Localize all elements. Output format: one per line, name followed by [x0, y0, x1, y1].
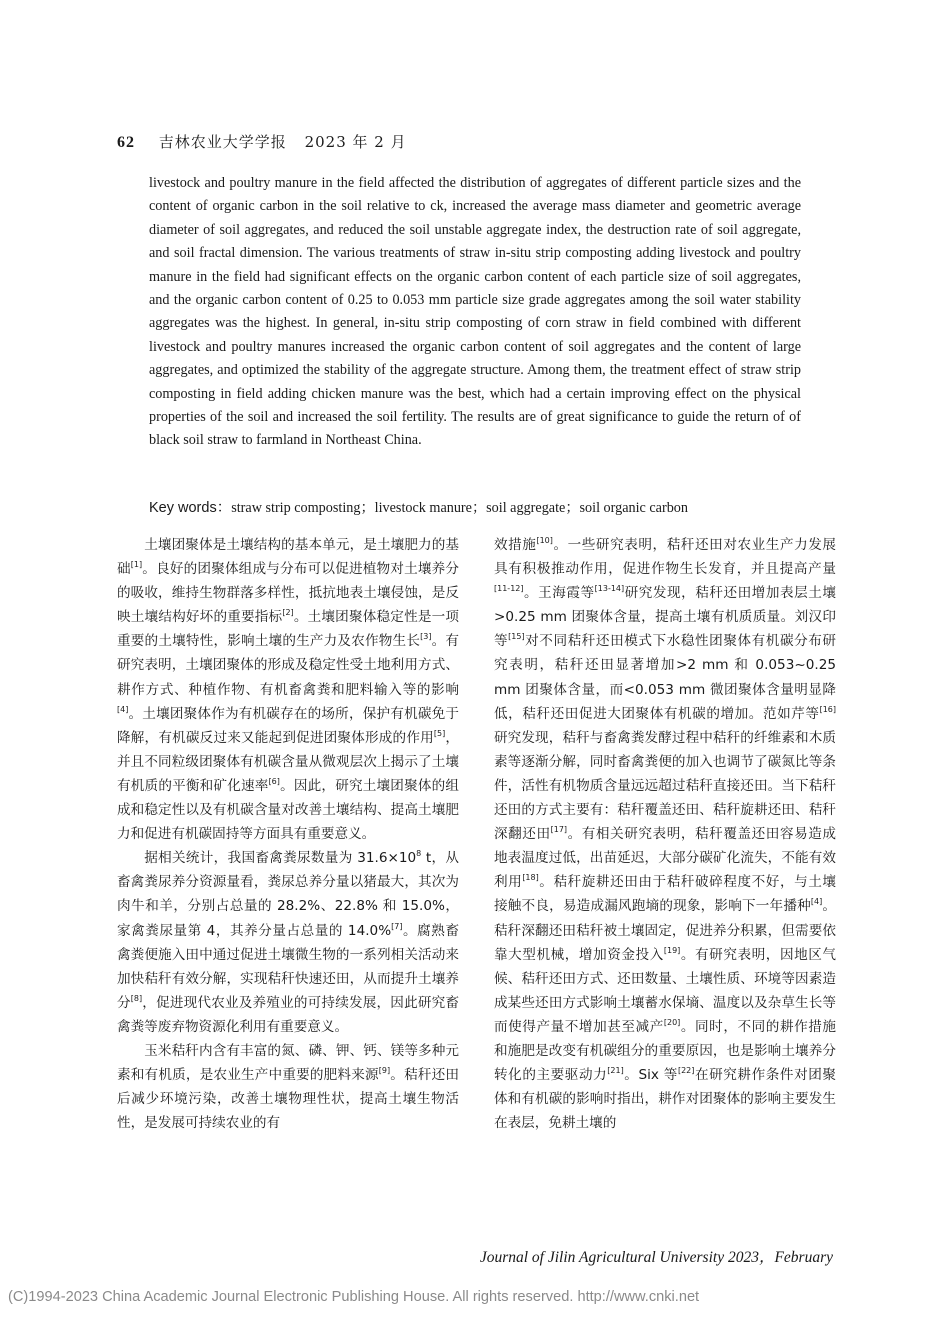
text-run: 玉米秸秆内含有丰富的氮、磷、钾、钙、镁等多种元素和有机质，是农业生产中重要的肥料来源: [117, 1042, 459, 1084]
text-run: 。因此，研究土壤团聚体的组成和稳定性以及有机碳含量对改善土壤结构、提高土壤肥力和促进有机碳固持等方面具有重要意义。: [117, 777, 460, 843]
text-run: 。有研究表明，因地区气候、秸秆还田方式、还田数量、土壤性质、环境等因素造成某些还田方式影响土壤蓄水保墒、温度以及杂草生长等而使得产量不增加甚至减产: [494, 946, 837, 1035]
text-run: 研究发现，秸秆与畜禽粪发酵过程中秸秆的纤维素和木质素等逐渐分解，同时畜禽粪便的加入也调节了碳氮比等条件，活性有机物质含量远远超过秸秆直接还田。当下秸秆还田的方式主要有：秸秆覆盖还田、秸秆旋耕还田、秸秆深翻还田: [494, 729, 836, 843]
abstract-text: livestock and poultry manure in the field affected the distribution of aggregates of different particle sizes and the content of organic carbon in the soil relative to ck, increased the average mass diameter and geometric average diameter of soil aggregates, and reduced the soil unstable aggregate index, the destruction rate of soil aggregate, and soil fractal dimension. The various treatments of straw in-situ strip composting adding livestock and poultry manure in the field had significant effects on the organic carbon content of each particle size of soil aggregates, and the organic carbon content of 0.25 to 0.053 mm particle size grade aggregates among the soil water stability aggregates was the highest. In general, in-situ strip composting of corn straw in field combined with different livestock and poultry manures increased the organic carbon content of soil aggregates and the content of large aggregates, and optimized the stability of the aggregate structure. Among them, the treatment effect of straw strip composting in field adding chicken manure was the best, which had a certain improving effect on the physical properties of the soil and increased the soil fertility. The results are of great significance to guide the return of of black soil straw to farmland in Northeast China.: [149, 175, 801, 449]
keywords: [149, 496, 849, 517]
text-run: t，从畜禽粪尿养分资源量看，粪尿总养分量以猪最大，其次为肉牛和羊，分别占总量的 28.2%、22.8% 和 15.0%，家禽粪尿量第 4，其养分量占总量的 14.0%: [117, 850, 460, 939]
copyright-notice: (C)1994-2023 China Academic Journal Electronic Publishing House. All rights reserved. http://www.cnki.net: [8, 1289, 700, 1305]
paragraph: [494, 533, 836, 1135]
text-run: 。土壤团聚体稳定性是一项重要的土壤特性，影响土壤的生产力及农作物生长: [117, 609, 459, 650]
text-run: ，促进现代农业及养殖业的可持续发展，因此研究畜禽粪等废弃物资源化利用有重要意义。: [117, 994, 460, 1035]
text-run: 据相关统计，我国畜禽粪尿数量为 31.6×10: [144, 850, 417, 867]
running-footer: Journal of Jilin Agricultural University 2023，February: [479, 1249, 833, 1266]
citation: [15]: [508, 632, 525, 642]
citation: [19]: [663, 945, 681, 955]
text-run: 。有研究表明，土壤团聚体的形成及稳定性受土地利用方式、耕作方式、种植作物、有机畜禽粪和肥料输入等的影响: [117, 633, 460, 698]
citation: [20]: [663, 1017, 681, 1027]
citation: [4]: [810, 897, 823, 907]
text-run: 。腐熟畜禽粪便施入田中通过促进土壤微生物的一系列相关活动来加快秸秆有效分解，实现秸秆快速还田，从而提升土壤养分: [117, 922, 459, 1011]
citation: [18]: [522, 873, 539, 883]
text-run: 。王海霞等: [523, 585, 595, 602]
keywords-list: straw strip composting；livestock manure；soil aggregate；soil organic carbon: [231, 500, 688, 516]
paragraph: [117, 1039, 459, 1135]
citation: [10]: [536, 536, 553, 545]
paragraph: [117, 533, 459, 846]
text-run: 。良好的团聚体组成与分布可以促进植物对土壤养分的吸收，维持生物群落多样性，抵抗地表土壤侵蚀，是反映土壤结构好坏的重要指标: [117, 561, 460, 626]
text-run: 。秸秆深翻还田秸秆被土壤固定，促进养分积累，但需要依靠大型机械，增加资金投入: [494, 898, 837, 963]
journal-name: 吉林农业大学学报: [158, 133, 287, 151]
citation: [11-12]: [494, 584, 524, 594]
running-header: [117, 131, 407, 152]
body-column-right: [494, 533, 836, 1135]
text-run: 。土壤团聚体作为有机碳存在的场所，保护有机碳免于降解，有机碳反过来又能起到促进团聚体形成的作用: [117, 705, 459, 746]
citation: [3]: [420, 632, 432, 642]
citation: [2]: [282, 608, 294, 618]
citation: [17]: [550, 825, 568, 835]
paragraph: [117, 846, 459, 1039]
citation: [7]: [391, 921, 403, 931]
citation: [4]: [117, 704, 129, 714]
citation: [21]: [607, 1066, 624, 1076]
text-run: 对不同秸秆还田模式下水稳性团聚体有机碳分布研究表明，秸秆还田显著增加>2 mm 和 0.053~0.25 mm 团聚体含量，而<0.053 mm 微团聚体含量明显降低，秸秆还田促进大团聚体有机碳的增加。范如芹等: [494, 633, 836, 722]
text-run: 。同时，不同的耕作措施和施肥是改变有机碳组分的重要原因，也是影响土壤养分转化的主要驱动力: [494, 1018, 837, 1084]
citation: [22]: [677, 1066, 695, 1076]
text-run: 。有相关研究表明，秸秆覆盖还田容易造成地表温度过低，出苗延迟，大部分碳矿化流失，不能有效利用: [494, 826, 837, 891]
citation: [13-14]: [594, 584, 625, 594]
keywords-label: Key words：: [149, 500, 232, 516]
text-run: ，并且不同粒级团聚体有机碳含量从微观层次上揭示了土壤有机质的平衡和矿化速率: [117, 729, 460, 794]
citation: [1]: [130, 560, 143, 570]
text-run: 在研究耕作条件对团聚体和有机碳的影响时指出，耕作对团聚体的影响主要发生在表层，免耕土壤的: [494, 1067, 836, 1132]
citation: [9]: [378, 1066, 391, 1076]
text-run: 。一些研究表明，秸秆还田对农业生产力发展具有积极推动作用，促进作物生长发育，并且提高产量: [494, 537, 837, 578]
citation: [16]: [819, 704, 836, 714]
exponent: 8: [416, 849, 422, 859]
text-run: 研究发现，秸秆还田增加表层土壤>0.25 mm 团聚体含量，提高土壤有机质质量。刘汉印等: [494, 585, 837, 650]
text-run: 土壤团聚体是土壤结构的基本单元，是土壤肥力的基础: [117, 537, 459, 578]
text-run: 效措施: [494, 537, 537, 553]
text-run: 。秸秆旋耕还田由于秸秆破碎程度不好，与土壤接触不良，易造成漏风跑墒的现象，影响下一年播种: [494, 874, 836, 915]
issue-date: 2023 年 2 月: [304, 133, 407, 151]
page-number: 62: [117, 134, 135, 151]
citation: [8]: [130, 993, 143, 1003]
citation: [5]: [433, 728, 446, 738]
body-column-left: [117, 533, 459, 1135]
citation: [6]: [268, 776, 280, 786]
text-run: 。Six 等: [623, 1067, 678, 1084]
text-run: 。秸秆还田后减少环境污染，改善土壤物理性状，提高土壤生物活性，是发展可持续农业的有: [117, 1067, 460, 1132]
